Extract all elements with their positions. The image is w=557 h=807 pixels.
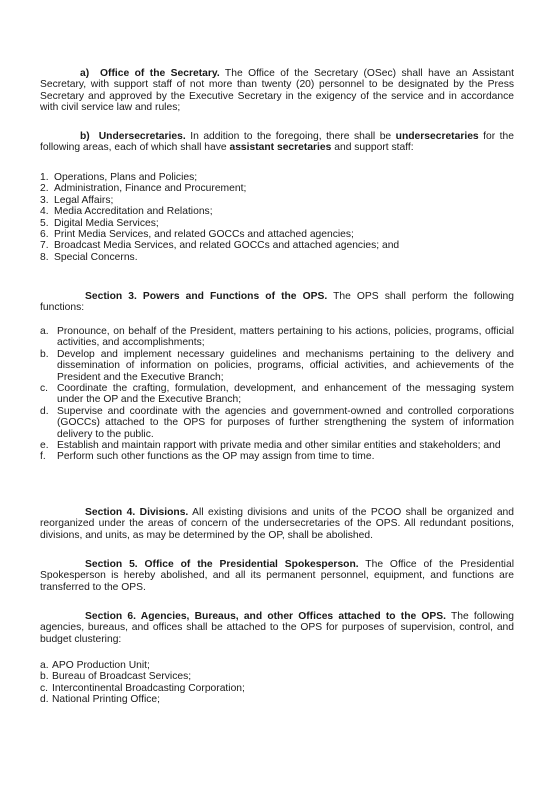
list-item-text: Special Concerns. (54, 251, 138, 263)
list-item-text: Administration, Finance and Procurement; (54, 183, 247, 195)
list-item (40, 406, 514, 440)
section-6-body: The following agencies, bureaus, and offices shall be attached to the OPS for purposes of supervision, control, and budget clustering: (40, 611, 514, 645)
list-item-text: Establish and maintain rapport with private media and other similar entities and stakeholders; and (57, 440, 501, 452)
list-item-marker: d. (40, 405, 49, 417)
list-item (40, 229, 514, 240)
list-item-marker: a. (40, 660, 49, 671)
section-5-body: The Office of the Presidential Spokesperson is hereby abolished, and all its permanent personnel, equipment, and functions are transferred to the OPS. (40, 559, 514, 593)
list-item-marker: 7. (40, 240, 49, 252)
list-item-marker: d. (40, 694, 49, 706)
attached-agencies-list (40, 660, 514, 706)
section-b (40, 131, 514, 154)
list-item (40, 218, 514, 229)
list-item (40, 172, 514, 183)
section-b-bold-1: undersecretaries (395, 131, 479, 142)
list-item-text: Develop and implement necessary guidelines and mechanisms pertaining to the delivery and dissemination of information on policies, programs, official activities, and achievements of the President and the Executive Branch; (57, 348, 514, 383)
list-item (40, 694, 514, 705)
list-item-text: Broadcast Media Services, and related GOCCs and attached agencies; and (54, 240, 400, 252)
list-item-marker: e. (40, 440, 49, 452)
list-item-marker: b. (40, 671, 49, 683)
list-item (40, 671, 514, 682)
list-item-text: APO Production Unit; (52, 660, 150, 671)
list-item-marker: 5. (40, 217, 49, 229)
list-item-text: Print Media Services, and related GOCCs and attached agencies; (54, 229, 354, 241)
functions-list (40, 326, 514, 463)
list-item-marker: b. (40, 348, 49, 360)
list-item (40, 326, 514, 349)
list-item-text: Bureau of Broadcast Services; (52, 671, 192, 683)
list-item-marker: 4. (40, 206, 49, 218)
section-b-body-1: In addition to the foregoing, there shall be (185, 131, 396, 142)
list-item-marker: c. (40, 383, 49, 395)
list-item (40, 252, 514, 263)
undersecretaries-list (40, 172, 514, 263)
list-item-text: Media Accreditation and Relations; (54, 206, 213, 218)
list-item-marker: 3. (40, 194, 49, 206)
list-item (40, 660, 514, 671)
list-item (40, 683, 514, 694)
list-item-marker: 6. (40, 229, 49, 241)
section-6-title: Section 6. Agencies, Bureaus, and other Offices attached to the OPS. (85, 611, 446, 622)
section-a-title: Office of the Secretary. (100, 68, 220, 79)
section-4-title: Section 4. Divisions. (85, 507, 189, 518)
list-item (40, 183, 514, 194)
list-item-marker: a. (40, 326, 49, 337)
list-item-marker: f. (40, 451, 46, 463)
section-4 (40, 507, 514, 541)
list-item (40, 451, 514, 462)
list-item-text: Pronounce, on behalf of the President, matters pertaining to his actions, policies, programs, official activities, and accomplishments; (57, 326, 514, 349)
section-6 (40, 611, 514, 645)
list-item-marker: 8. (40, 251, 49, 263)
section-3-body: The OPS shall perform the following functions: (40, 291, 514, 314)
list-item-marker: c. (40, 682, 49, 694)
section-b-body-3: and support staff: (331, 142, 414, 154)
section-b-title: Undersecretaries. (98, 131, 186, 142)
list-item-text: Intercontinental Broadcasting Corporation; (52, 682, 245, 694)
section-a (40, 68, 514, 114)
list-item (40, 195, 514, 206)
list-item (40, 440, 514, 451)
list-item-text: National Printing Office; (52, 694, 160, 706)
section-b-body-2: for the following areas, each of which shall have (40, 131, 514, 154)
section-4-body: All existing divisions and units of the PCOO shall be organized and reorganized under the areas of concern of the undersecretaries of the OPS. All redundant positions, divisions, and units, as may be determined by the OP, shall be abolished. (40, 507, 515, 541)
section-5 (40, 559, 514, 593)
section-b-bold-2: assistant secretaries (229, 142, 332, 154)
section-b-label: b) (80, 131, 90, 142)
list-item-marker: 1. (40, 172, 49, 183)
list-item (40, 349, 514, 383)
section-3-title: Section 3. Powers and Functions of the OPS. (85, 291, 328, 302)
section-a-label: a) (80, 68, 90, 79)
list-item-text: Perform such other functions as the OP may assign from time to time. (57, 451, 375, 463)
section-5-title: Section 5. Office of the Presidential Spokesperson. (85, 559, 359, 570)
list-item-text: Coordinate the crafting, formulation, development, and enhancement of the messaging system under the OP and the Executive Branch; (57, 383, 514, 406)
list-item-text: Legal Affairs; (54, 194, 114, 206)
list-item (40, 206, 514, 217)
list-item-text: Supervise and coordinate with the agencies and government-owned and controlled corporations (GOCCs) attached to the OPS for purposes of further strengthening the system of information delivery to the public. (57, 405, 514, 440)
list-item-marker: 2. (40, 183, 49, 195)
list-item (40, 383, 514, 406)
list-item-text: Operations, Plans and Policies; (54, 172, 198, 183)
list-item-text: Digital Media Services; (54, 217, 159, 229)
section-3 (40, 291, 514, 314)
list-item (40, 240, 514, 251)
section-a-body: The Office of the Secretary (OSec) shall have an Assistant Secretary, with support staff of not more than twenty (20) personnel to be designated by the Press Secretary and approved by the Executive Secretary in the exigency of the service and in accordance with civil service law and rules; (40, 68, 514, 114)
